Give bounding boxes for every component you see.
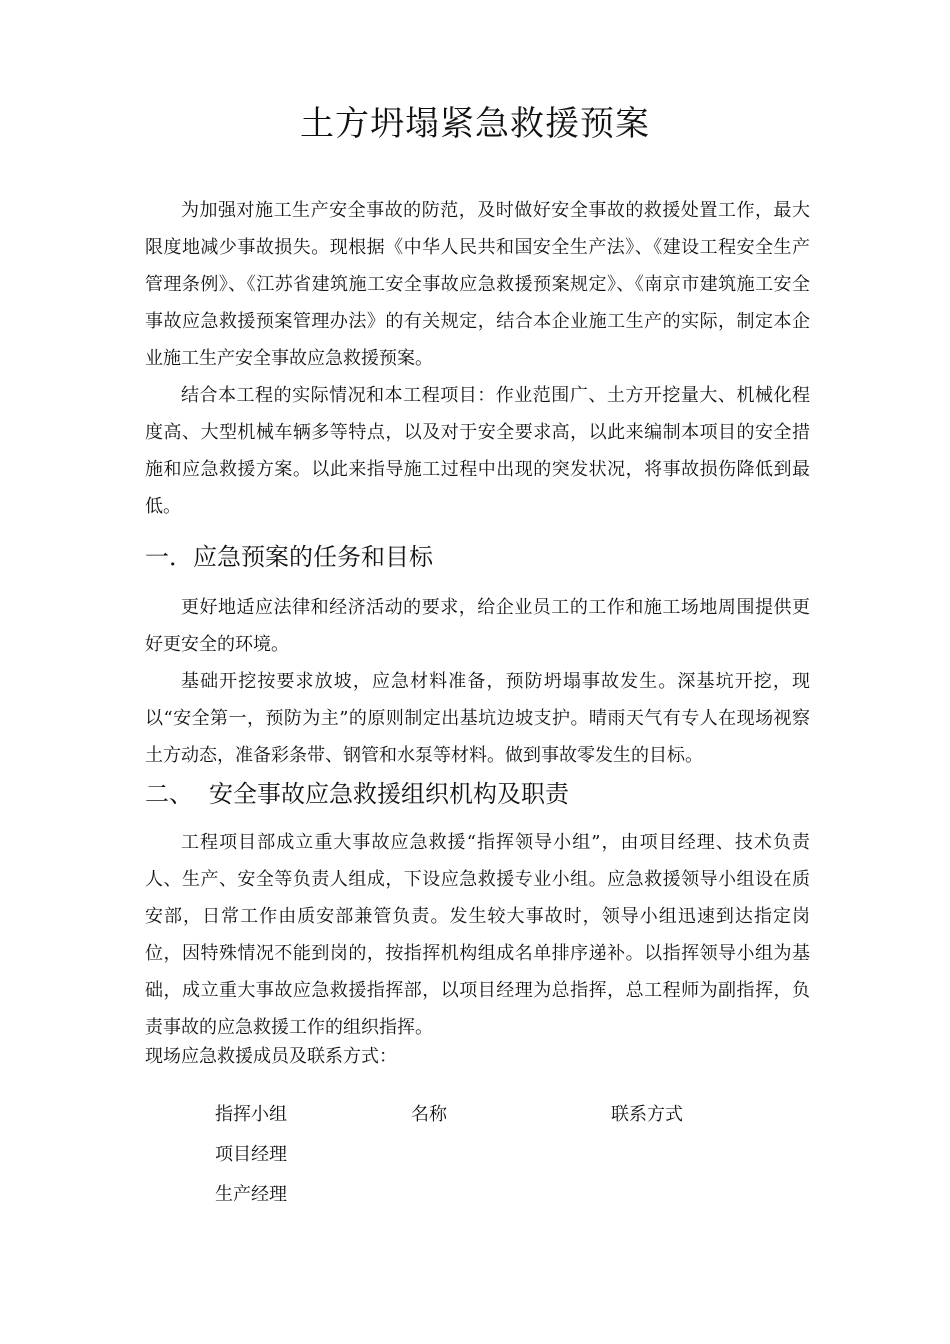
contacts-header-contact: 联系方式 — [611, 1104, 683, 1125]
contacts-cell-role: 生产经理 — [215, 1184, 287, 1205]
table-row — [215, 1133, 775, 1173]
document-title: 土方坍塌紧急救援预案 — [300, 104, 650, 144]
section-title-2: 安全事故应急救援组织机构及职责 — [209, 780, 569, 808]
contacts-cell-contact — [611, 1133, 775, 1173]
contacts-table — [215, 1093, 775, 1213]
table-row — [215, 1173, 775, 1213]
section-heading-2 — [145, 776, 810, 812]
section-2-paragraph-1: 工程项目部成立重大事故应急救援“指挥领导小组”，由项目经理、技术负责人、生产、安全等负责人组成，下设应急救援专业小组。应急救援领导小组设在质安部，日常工作由质安部兼管负责。发生较大事故时，领导小组迅速到达指定岗位，因特殊情况不能到岗的，按指挥机构组成名单排序递补。以指挥领导小组为基础，成立重大事故应急救援指挥部，以项目经理为总指挥，总工程师为副指挥，负责事故的应急救援工作的组织指挥。 — [145, 832, 810, 1038]
section-number-2: 二、 — [145, 780, 193, 808]
section-heading-1 — [145, 539, 810, 575]
intro-paragraph-2: 结合本工程的实际情况和本工程项目：作业范围广、土方开挖量大、机械化程度高、大型机械车辆多等特点，以及对于安全要求高，以此来编制本项目的安全措施和应急救援方案。以此来指导施工过程中出现的突发状况，将事故损伤降低到最低。 — [145, 385, 810, 517]
intro-paragraph-1: 为加强对施工生产安全事故的防范，及时做好安全事故的救援处置工作，最大限度地减少事故损失。现根据《中华人民共和国安全生产法》、《建设工程安全生产管理条例》、《江苏省建筑施工安全事故应急救援预案规定》、《南京市建筑施工安全事故应急救援预案管理办法》的有关规定，结合本企业施工生产的实际，制定本企业施工生产安全事故应急救援预案。 — [145, 200, 810, 369]
contacts-cell-name — [411, 1173, 611, 1213]
contacts-cell-contact — [611, 1173, 775, 1213]
contacts-header-name: 名称 — [411, 1104, 447, 1125]
contacts-cell-name — [411, 1133, 611, 1173]
contacts-header-row — [215, 1093, 775, 1133]
section-1-paragraph-1: 更好地适应法律和经济活动的要求，给企业员工的工作和施工场地周围提供更好更安全的环境。 — [145, 597, 810, 655]
section-number-1: 一． — [145, 543, 193, 571]
contacts-header-group: 指挥小组 — [215, 1104, 287, 1125]
section-1-paragraph-2: 基础开挖按要求放坡，应急材料准备，预防坍塌事故发生。深基坑开挖，现以“安全第一，预防为主”的原则制定出基坑边坡支护。晴雨天气有专人在现场视察土方动态，准备彩条带、钢管和水泵等材料。做到事故零发生的目标。 — [145, 671, 810, 766]
contacts-label: 现场应急救援成员及联系方式： — [145, 1046, 397, 1067]
section-title-1: 应急预案的任务和目标 — [193, 543, 433, 571]
contacts-cell-role: 项目经理 — [215, 1144, 287, 1165]
